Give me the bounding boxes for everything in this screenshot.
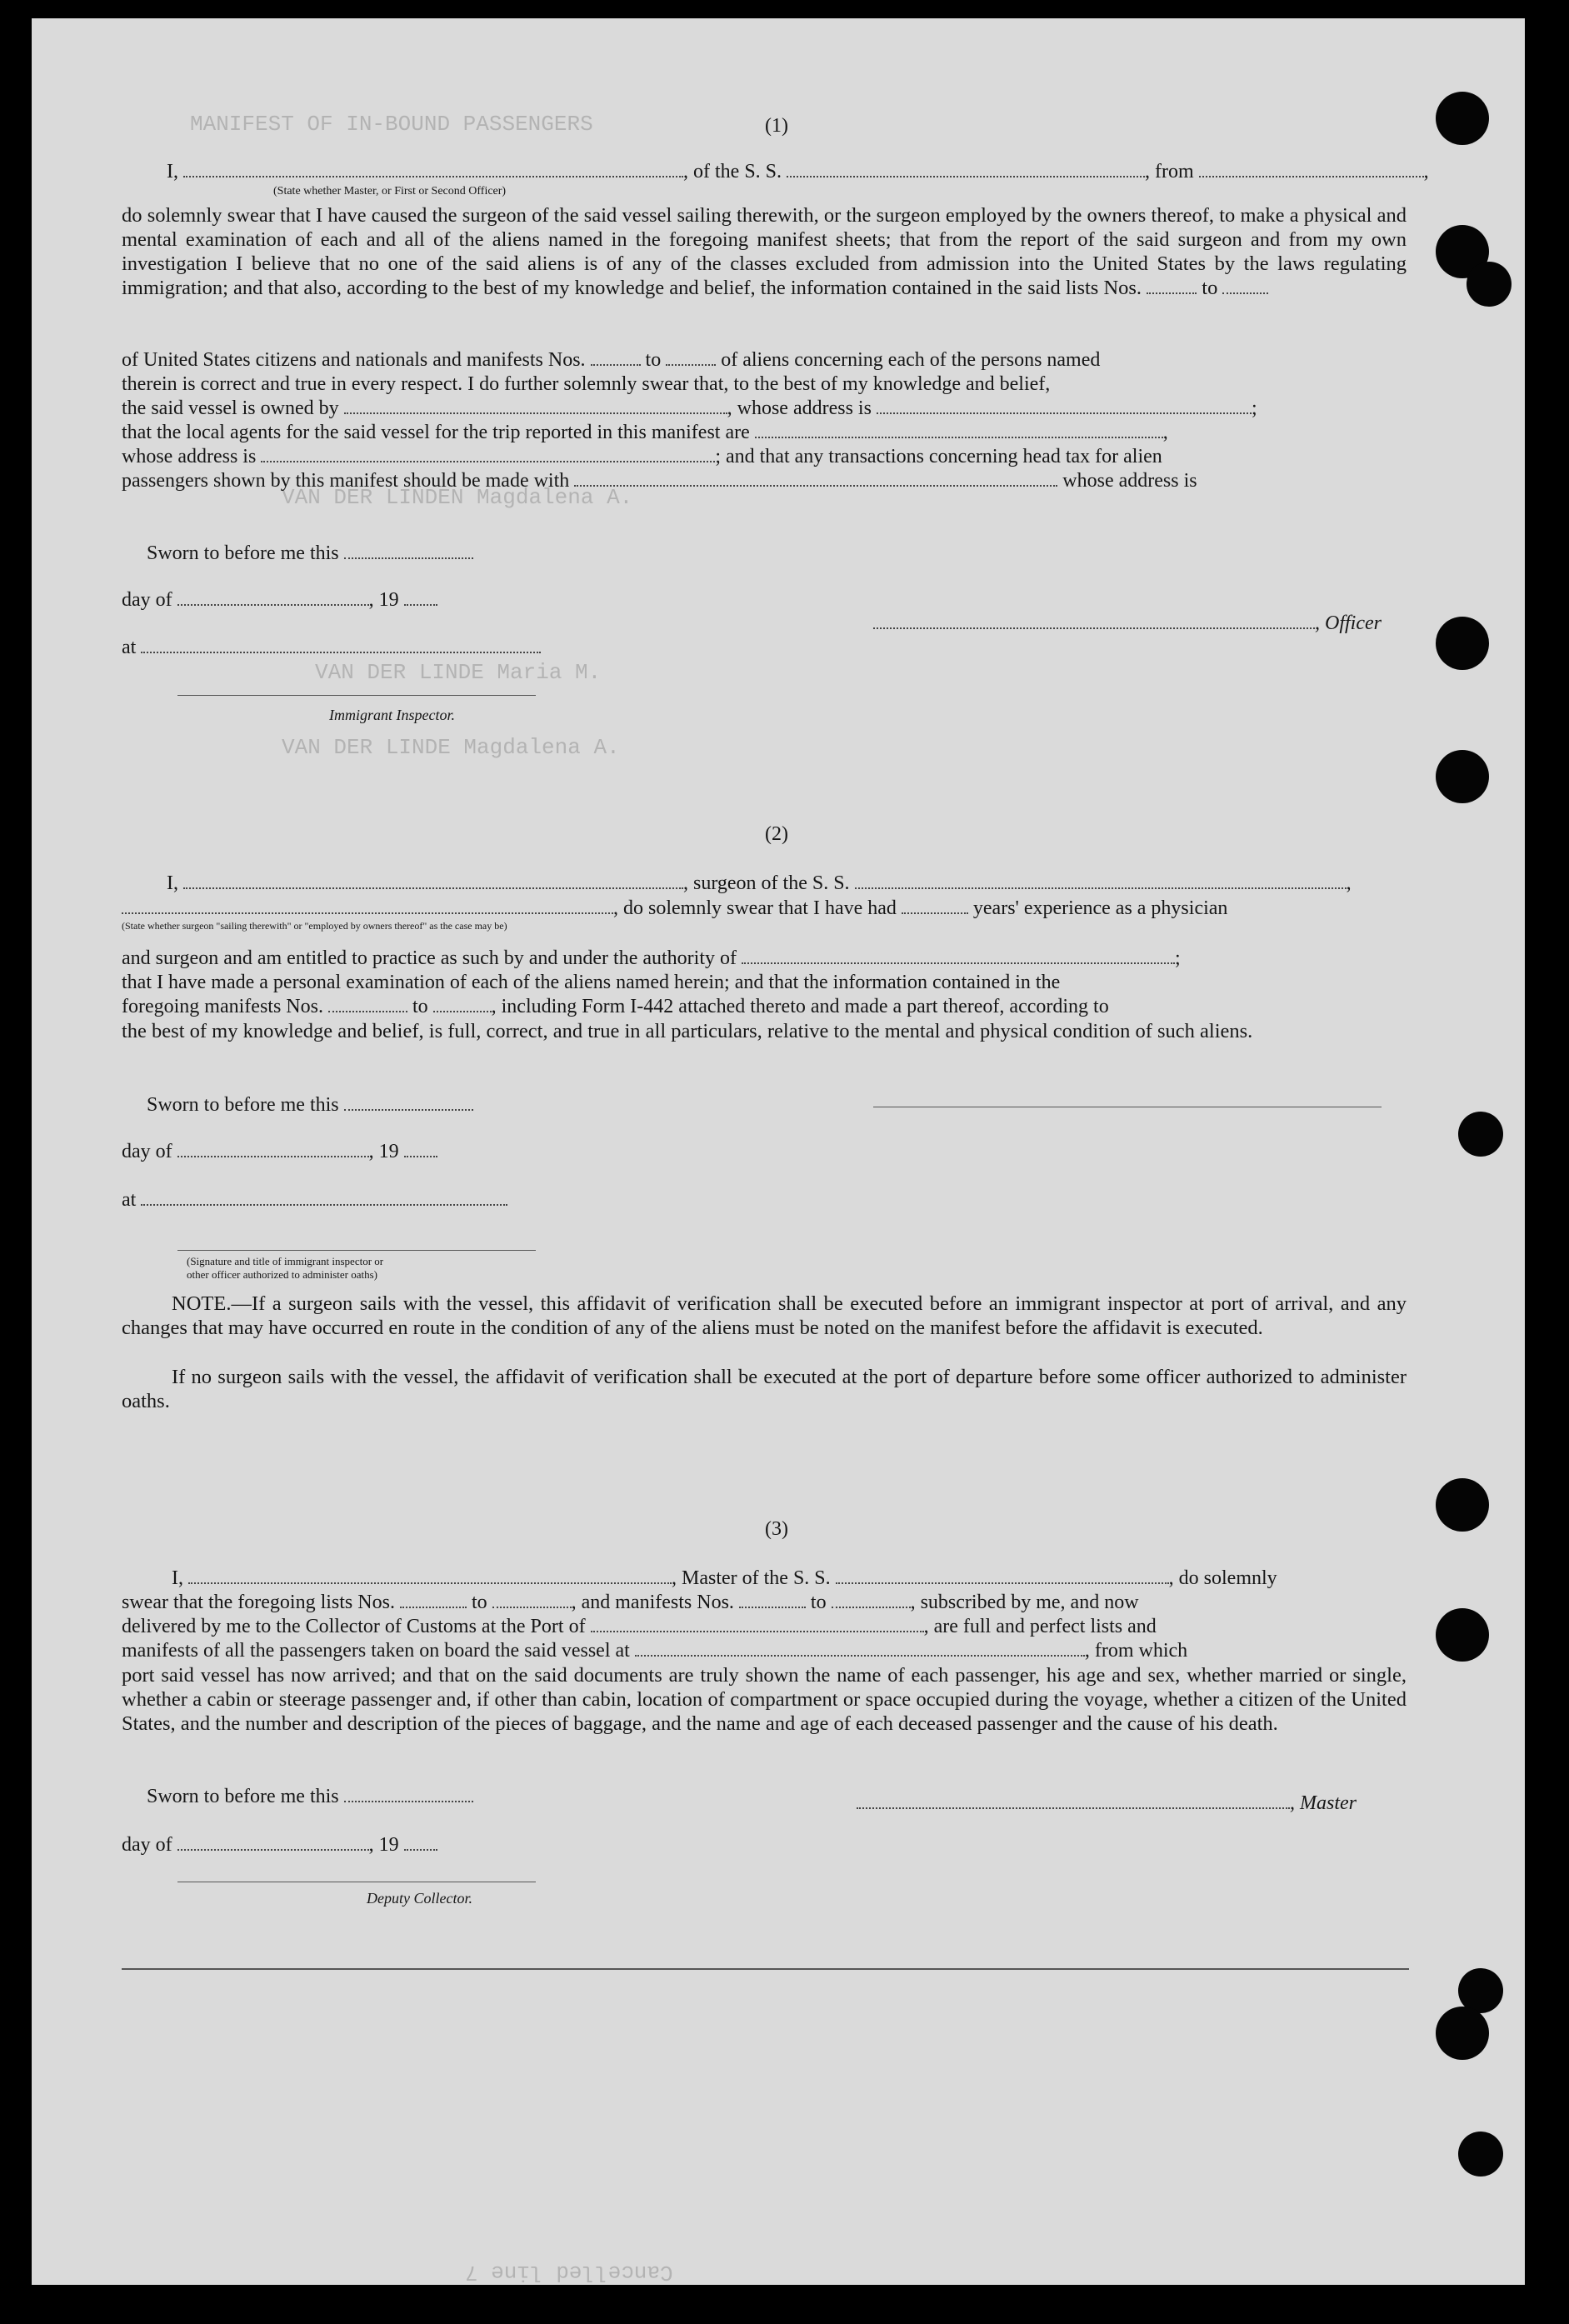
label-sworn: Sworn to before me this: [147, 1094, 339, 1116]
label-subscribed: , subscribed by me, and now: [910, 1592, 1139, 1613]
surgeon-manifests-from-field[interactable]: [328, 996, 407, 1012]
master-manifests-to-field[interactable]: [832, 1592, 911, 1608]
sworn-line-2: [147, 1093, 473, 1117]
label-authority: and surgeon and am entitled to practice as such by and under the authority of: [122, 947, 737, 969]
manifests-line: [122, 348, 1407, 372]
officer-name-field[interactable]: [183, 161, 683, 177]
lists-line: [122, 1591, 1139, 1614]
month-field[interactable]: [177, 589, 369, 606]
label-semicolon: ;: [1175, 947, 1181, 969]
label-i: I,: [172, 1567, 183, 1589]
label-comma: ,: [1423, 161, 1429, 182]
deputy-collector-label: Deputy Collector.: [367, 1890, 472, 1907]
label-to: to: [471, 1592, 487, 1613]
punch-hole: [1436, 750, 1489, 803]
label-head-tax: ; and that any transactions concerning head tax for alien: [715, 446, 1162, 467]
immigrant-inspector-label: Immigrant Inspector.: [329, 707, 455, 723]
label-to: to: [1202, 277, 1218, 299]
label-owned-by: the said vessel is owned by: [122, 397, 339, 419]
day-line-1: [122, 588, 437, 612]
years-field[interactable]: [902, 897, 968, 914]
punch-hole: [1436, 1478, 1489, 1532]
label-i: I,: [167, 161, 178, 182]
signature-note: (Signature and title of immigrant inspector or: [187, 1255, 384, 1267]
label-aliens: of aliens concerning each of the persons named: [721, 349, 1101, 371]
master-lists-to-field[interactable]: [492, 1592, 572, 1608]
master-lists-from-field[interactable]: [400, 1592, 467, 1608]
punch-hole: [1436, 2007, 1489, 2060]
inspector-signature-rule: [177, 695, 536, 696]
label-whose-address: whose address is: [122, 446, 257, 467]
taken-on-board-line: [122, 1639, 1187, 1662]
label-master-of: , Master of the S. S.: [672, 1567, 831, 1589]
label-semicolon: ;: [1251, 397, 1257, 419]
master-manifests-from-field[interactable]: [739, 1592, 806, 1608]
month-field[interactable]: [177, 1141, 369, 1157]
note-paragraph: NOTE.—If a surgeon sails with the vessel, this affidavit of verification shall be executed before an immigrant inspector at port of arrival, and any changes that may have occurred en route in the condition of any of the aliens must be noted on the manifest before the affidavit is executed.: [122, 1292, 1407, 1339]
authority-line: [122, 947, 1181, 970]
officer-line: [167, 160, 1429, 183]
master-signature-field[interactable]: [857, 1792, 1290, 1809]
vessel-name-field[interactable]: [787, 161, 1145, 177]
label-at: at: [122, 1189, 137, 1211]
owner-line: [122, 397, 1257, 420]
manifests-from-field[interactable]: [591, 349, 641, 366]
label-day-of: day of: [122, 1834, 172, 1856]
manifest-page: [32, 18, 1525, 2285]
sworn-day-field[interactable]: [344, 1786, 473, 1802]
label-from-which: , from which: [1084, 1640, 1188, 1662]
head-tax-agent-field[interactable]: [574, 470, 1057, 487]
agents-line: [122, 421, 1168, 444]
label-citizens: of United States citizens and nationals and manifests Nos.: [122, 349, 586, 371]
embarkation-port-field[interactable]: [635, 1640, 1085, 1657]
label-swear-lists: swear that the foregoing lists Nos.: [122, 1592, 395, 1613]
label-to: to: [645, 349, 662, 371]
oath-text-main: do solemnly swear that I have caused the surgeon of the said vessel sailing therewith, or the surgeon employed by the owners thereof, to make a physical and mental examination of each and all of the aliens named in the foregoing manifest sheets; that from the report of the said surgeon and from my own investigation I believe that no one of the said aliens is of any of the classes excluded from admission into the United States by the laws regulating immigration; and that also, according to the best of my knowledge and belief, the information contained in the said lists Nos.: [122, 204, 1407, 299]
owner-address-field[interactable]: [877, 397, 1252, 414]
label-comma: ,: [1162, 422, 1168, 443]
label-master: , Master: [1290, 1792, 1357, 1814]
agent-address-field[interactable]: [261, 446, 715, 462]
punch-hole: [1467, 262, 1512, 307]
label-to: to: [810, 1592, 827, 1613]
lists-to-field[interactable]: [1222, 277, 1268, 294]
inspector-signature-rule: [177, 1250, 536, 1251]
examination-line: that I have made a personal examination of each of the aliens named herein; and that the information contained in the: [122, 972, 1061, 993]
label-made-with: passengers shown by this manifest should be made with: [122, 470, 570, 492]
day-line-2: [122, 1140, 437, 1163]
label-of-ss: , of the S. S.: [683, 161, 782, 182]
bleed-through-text: Cancelled line 7: [465, 2260, 673, 2285]
agent-address-line: [122, 445, 1162, 468]
label-do-solemnly: , do solemnly: [1168, 1567, 1277, 1589]
label-to: to: [412, 996, 428, 1017]
master-name-field[interactable]: [188, 1567, 672, 1584]
sworn-day-field[interactable]: [344, 1094, 473, 1111]
foregoing-manifests-line: [122, 995, 1109, 1018]
surgeon-vessel-field[interactable]: [855, 872, 1347, 889]
label-from: , from: [1145, 161, 1194, 182]
year-field[interactable]: [404, 589, 437, 606]
master-line: [172, 1567, 1277, 1590]
label-delivered: delivered by me to the Collector of Customs at the Port of: [122, 1616, 586, 1637]
label-i: I,: [167, 872, 178, 894]
month-field[interactable]: [177, 1834, 369, 1851]
place-field[interactable]: [141, 637, 541, 653]
label-19: , 19: [368, 1141, 399, 1162]
label-solemnly: , do solemnly swear that I have had: [613, 897, 897, 919]
sworn-line-1: [147, 542, 473, 565]
officer-signature-field[interactable]: [873, 612, 1315, 629]
surgeon-status-field[interactable]: [122, 897, 613, 914]
bottom-rule: [122, 1968, 1409, 1970]
label-19: , 19: [368, 589, 399, 611]
year-field[interactable]: [404, 1141, 437, 1157]
label-whose-address-2: whose address is: [1062, 470, 1197, 492]
sworn-line-3: [147, 1785, 473, 1808]
therein-line: therein is correct and true in every respect. I do further solemnly swear that, to the best of my knowledge and belief,: [122, 373, 1051, 395]
label-day-of: day of: [122, 1141, 172, 1162]
year-field[interactable]: [404, 1834, 437, 1851]
punch-hole: [1436, 617, 1489, 670]
punch-hole: [1458, 2132, 1503, 2177]
surgeon-note: (State whether surgeon "sailing therewith" or "employed by owners thereof" as the case may be): [122, 920, 507, 932]
manifests-to-field[interactable]: [666, 349, 716, 366]
place-field[interactable]: [141, 1189, 507, 1206]
bleed-through-text: VAN DER LINDEN Magdalena A.: [282, 485, 633, 510]
authority-field[interactable]: [742, 947, 1175, 964]
agents-field[interactable]: [755, 422, 1163, 438]
label-years-experience: years' experience as a physician: [972, 897, 1228, 919]
bleed-through-text: VAN DER LINDE Maria M.: [315, 660, 602, 685]
day-line-3: [122, 1833, 437, 1857]
owner-field[interactable]: [344, 397, 727, 414]
sworn-day-field[interactable]: [344, 542, 473, 559]
label-full-lists: , are full and perfect lists and: [923, 1616, 1157, 1637]
from-port-field[interactable]: [1199, 161, 1424, 177]
label-day-of: day of: [122, 589, 172, 611]
label-foregoing: foregoing manifests Nos.: [122, 996, 323, 1017]
label-sworn: Sworn to before me this: [147, 1786, 339, 1807]
lists-from-field[interactable]: [1147, 277, 1197, 294]
surgeon-line: [167, 872, 1352, 895]
label-at: at: [122, 637, 137, 658]
officer-signature-line: [873, 612, 1382, 635]
section-number: (1): [765, 115, 788, 137]
label-surgeon-of: , surgeon of the S. S.: [683, 872, 850, 894]
label-and-manifests: , and manifests Nos.: [571, 1592, 734, 1613]
bleed-through-text: VAN DER LINDE Magdalena A.: [282, 735, 620, 760]
at-line-2: [122, 1188, 507, 1212]
section-number: (3): [765, 1518, 788, 1540]
label-19: , 19: [368, 1834, 399, 1856]
label-sworn: Sworn to before me this: [147, 542, 339, 564]
arrival-paragraph: port said vessel has now arrived; and that on the said documents are truly shown the name of each passenger, his age and sex, whether married or single, whether a cabin or steerage passenger and, if other than cabin, location of compartment or space occupied during the voyage, whether a citizen of the United States, and the number and description of the pieces of baggage, and the name and age of each deceased passenger and the cause of his death.: [122, 1664, 1407, 1735]
port-field[interactable]: [591, 1616, 924, 1632]
knowledge-paragraph: the best of my knowledge and belief, is full, correct, and true in all particulars, relative to the mental and physical condition of such aliens.: [122, 1020, 1253, 1042]
label-officer: , Officer: [1315, 612, 1382, 634]
label-manifests-of: manifests of all the passengers taken on board the said vessel at: [122, 1640, 630, 1662]
label-comma: ,: [1346, 872, 1352, 894]
label-address: , whose address is: [727, 397, 872, 419]
at-line-1: [122, 636, 541, 659]
punch-hole: [1458, 1112, 1503, 1157]
oath-paragraph-1: [122, 203, 1407, 300]
label-form-i442: , including Form I-442 attached thereto and made a part thereof, according to: [491, 996, 1109, 1017]
signature-note: other officer authorized to administer oaths): [187, 1268, 377, 1281]
head-tax-line: [122, 469, 1197, 492]
bleed-through-text: MANIFEST OF IN-BOUND PASSENGERS: [190, 112, 593, 137]
surgeon-manifests-to-field[interactable]: [433, 996, 492, 1012]
experience-line: [122, 897, 1227, 920]
officer-note: (State whether Master, or First or Second Officer): [273, 185, 507, 197]
section-number: (2): [765, 823, 788, 845]
note-paragraph-2: If no surgeon sails with the vessel, the affidavit of verification shall be executed at the port of departure before some officer authorized to administer oaths.: [122, 1366, 1407, 1412]
surgeon-name-field[interactable]: [183, 872, 683, 889]
master-signature-line: [857, 1792, 1357, 1815]
master-vessel-field[interactable]: [836, 1567, 1169, 1584]
punch-hole: [1436, 1608, 1489, 1662]
punch-hole: [1436, 92, 1489, 145]
label-agents: that the local agents for the said vessel for the trip reported in this manifest are: [122, 422, 750, 443]
collector-line: [122, 1615, 1157, 1638]
